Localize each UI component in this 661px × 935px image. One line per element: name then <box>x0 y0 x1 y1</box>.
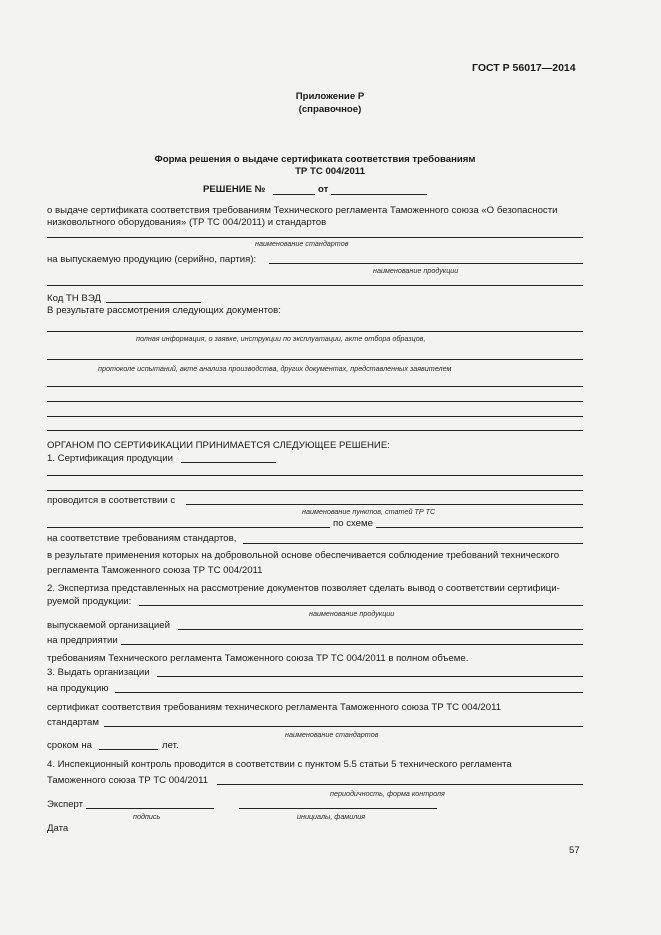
expert-label: Эксперт <box>47 799 84 810</box>
scheme-label: по схеме <box>333 518 373 529</box>
manufactured-label: выпускаемой организацией <box>47 620 170 631</box>
item1-line <box>181 462 276 463</box>
product-caption-2: наименование продукции <box>309 609 395 618</box>
page-number: 57 <box>569 845 580 856</box>
standards-line-2 <box>104 726 583 727</box>
compliance-label: на соответствие требованиям стандартов, <box>47 533 237 544</box>
code-line <box>106 302 201 303</box>
item3-label: 3. Выдать организации <box>47 667 150 678</box>
docs-line-3 <box>47 386 583 387</box>
full-volume-text: требованиям Технического регламента Таможенного союза ТР ТС 004/2011 в полном объеме. <box>47 653 469 664</box>
years-label: лет. <box>162 740 179 751</box>
item1-line-3 <box>47 490 583 491</box>
decision-heading: ОРГАНОМ ПО СЕРТИФИКАЦИИ ПРИНИМАЕТСЯ СЛЕДУЮЩЕЕ РЕШЕНИЕ: <box>47 440 390 451</box>
item1-line-2 <box>47 475 583 476</box>
item1-label: 1. Сертификация продукции <box>47 453 173 464</box>
item3-line <box>157 676 583 677</box>
enterprise-line <box>121 644 583 645</box>
docs-caption-2: протоколе испытаний, акте анализа производства, других документах, представленных заявителем <box>98 364 452 373</box>
docs-line-4 <box>47 401 583 402</box>
form-title-line2: ТР ТС 004/2011 <box>295 166 365 177</box>
conducted-label: проводится в соответствии с <box>47 495 176 506</box>
term-line <box>99 749 158 750</box>
code-label: Код ТН ВЭД <box>47 293 101 304</box>
scheme-prefix-line <box>47 527 330 528</box>
customs-label: Таможенного союза ТР ТС 004/2011 <box>47 775 209 786</box>
result-text: в результате применения которых на добровольной основе обеспечивается соблюдение требований технического <box>47 550 560 561</box>
standards-caption-2: наименование стандартов <box>285 730 379 739</box>
date-label: Дата <box>47 823 69 834</box>
standards-line <box>47 237 583 238</box>
decision-label: РЕШЕНИЕ № <box>203 184 266 195</box>
term-label: сроком на <box>47 740 93 751</box>
initials-line <box>239 808 437 809</box>
product-line <box>269 263 583 264</box>
form-title: Форма решения о выдаче сертификата соответствия требованиям <box>154 154 476 165</box>
product-caption: наименование продукции <box>373 266 459 275</box>
customs-line <box>217 784 583 785</box>
enterprise-label: на предприятии <box>47 635 118 646</box>
on-product-line <box>115 692 583 693</box>
periodicity-caption: периодичность, форма контроля <box>330 789 445 798</box>
compliance-line <box>243 543 583 544</box>
signature-line <box>86 808 214 809</box>
certificate-text: сертификат соответствия требованиям технического регламента Таможенного союза ТР ТС 004/2011 <box>47 702 502 713</box>
intro-text-line2: низковольтного оборудования» (ТР ТС 004/2011) и стандартов <box>47 217 327 228</box>
item2-line <box>139 605 583 606</box>
item2-text: 2. Экспертиза представленных на рассмотрение документов позволяет сделать вывод о соответствии сертифици- <box>47 583 560 594</box>
docs-label: В результате рассмотрения следующих документов: <box>47 305 281 316</box>
docs-line-2 <box>47 359 583 360</box>
item4-text: 4. Инспекционный контроль проводится в соответствии с пунктом 5.5 статьи 5 технического регламента <box>47 759 512 770</box>
initials-caption: инициалы, фамилия <box>297 812 366 821</box>
result-text-line2: регламента Таможенного союза ТР ТС 004/2011 <box>47 565 263 576</box>
from-label: от <box>318 184 329 195</box>
docs-line-6 <box>47 430 583 431</box>
appendix-title: Приложение Р <box>295 91 365 102</box>
docs-line-5 <box>47 416 583 417</box>
appendix-subtitle: (справочное) <box>298 104 362 115</box>
manufactured-line <box>178 629 583 630</box>
intro-text: о выдаче сертификата соответствия требованиям Технического регламента Таможенного союза «О безопасности <box>47 205 558 216</box>
standard-number: ГОСТ Р 56017—2014 <box>472 62 576 74</box>
scheme-line <box>376 527 583 528</box>
docs-caption-1: полная информация, о заявке, инструкции по эксплуатации, акте отбора образцов, <box>136 334 426 343</box>
item2-text-line2: руемой продукции: <box>47 596 132 607</box>
decision-date-line <box>331 194 427 195</box>
product-line-2 <box>47 285 583 286</box>
decision-number-line <box>273 194 315 195</box>
conducted-line <box>186 504 583 505</box>
signature-caption: подпись <box>133 812 161 821</box>
standards-caption: наименование стандартов <box>255 239 349 248</box>
standards-label: стандартам <box>47 717 99 728</box>
docs-line-1 <box>47 331 583 332</box>
points-caption: наименование пунктов, статей ТР ТС <box>302 507 436 516</box>
on-product-label: на продукцию <box>47 683 109 694</box>
product-label: на выпускаемую продукцию (серийно, партия): <box>47 254 257 265</box>
